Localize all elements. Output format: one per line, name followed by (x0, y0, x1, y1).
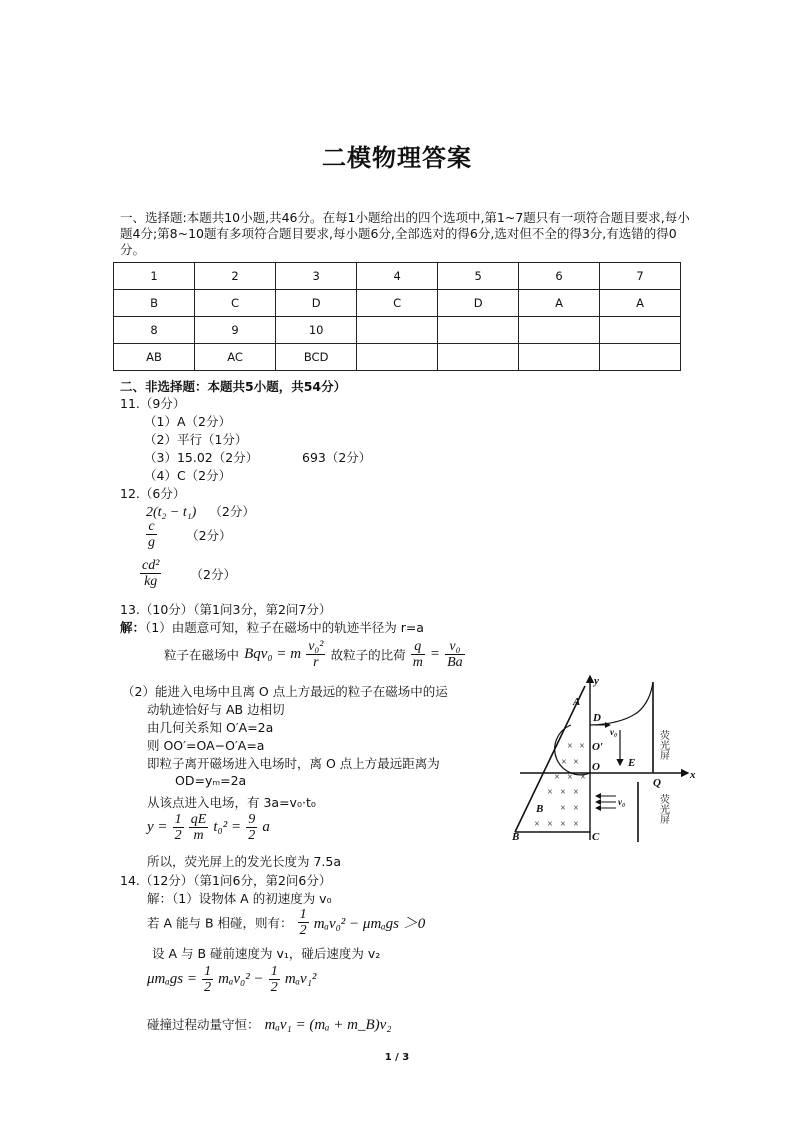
table-cell: A (600, 290, 681, 317)
table-row (114, 344, 681, 371)
field-mark: × (573, 819, 579, 830)
q14-momentum-eq (147, 1014, 392, 1034)
q14-energy-fraction-1 (202, 964, 213, 995)
q12-answer-3 (140, 558, 236, 589)
q14-inequality (147, 907, 425, 938)
table-cell: BCD (276, 344, 357, 371)
field-mark: × (560, 803, 566, 814)
q12-fraction-2 (146, 519, 157, 550)
screen-label-top: 荧光屏 (657, 730, 669, 760)
table-cell: AC (195, 344, 276, 371)
table-cell: C (195, 290, 276, 317)
q12-score-3: （2分） (190, 566, 236, 582)
q14-momentum-expr: mₐv₁ = (mₐ + m_B)v₂ (264, 1017, 392, 1033)
table-row (114, 290, 681, 317)
q14-energy-mid: mₐv₀² − (218, 971, 264, 987)
answer-table (113, 262, 681, 371)
q13-ratio-fraction (411, 639, 425, 670)
q14-ineq-prefix: 若 A 能与 B 相碰，则有： (147, 915, 293, 931)
q13-eq2-y: y = (147, 819, 168, 835)
q13-result-fraction (445, 639, 465, 670)
q13-eq2-fraction-2 (189, 812, 209, 843)
label-c: C (592, 831, 600, 843)
table-cell: 3 (276, 263, 357, 290)
label-y: y (594, 675, 599, 687)
q11-answer-3b: 693（2分） (302, 450, 372, 465)
fraction-numerator: cd² (142, 558, 160, 573)
q14-energy-fraction-2 (269, 964, 280, 995)
label-a: A (573, 696, 581, 708)
q13-part2-line7: 从该点进入电场，有 3a=v₀·t₀ (147, 795, 316, 810)
table-cell: 9 (195, 317, 276, 344)
fraction-numerator: c (146, 519, 157, 535)
q13-part2-line4: 则 OO′=OA−O′A=a (147, 738, 265, 753)
label-x: x (690, 769, 696, 781)
fraction-numerator: v₀ (445, 639, 465, 655)
q14-energy-lhs: μmₐgs = (147, 971, 197, 987)
q12-expr-1: 2(t₂ − t₁) (146, 505, 197, 520)
table-cell: A (519, 290, 600, 317)
table-cell (600, 317, 681, 344)
q14-line1: 解：（1）设物体 A 的初速度为 v₀ (147, 891, 332, 906)
q13-part2-line3: 由几何关系知 O′A=2a (147, 720, 274, 735)
q13-eq2-fraction-1 (173, 812, 184, 843)
q13-part1: （1）由题意可知，粒子在磁场中的轨迹半径为 r=a (145, 620, 424, 635)
q12-score-1: （2分） (209, 504, 255, 519)
q12-fraction-3 (140, 558, 161, 589)
fraction-denominator: kg (144, 574, 158, 589)
table-cell: 7 (600, 263, 681, 290)
q14-ineq-fraction (298, 907, 309, 938)
q12-answer-1 (146, 501, 255, 521)
field-mark: × (573, 787, 579, 798)
label-e: E (628, 757, 636, 769)
table-cell: 8 (114, 317, 195, 344)
field-mark: × (547, 787, 553, 798)
q14-energy-end: mₐv₁² (284, 971, 317, 987)
table-row (114, 263, 681, 290)
table-cell (519, 344, 600, 371)
table-cell (600, 344, 681, 371)
table-cell: 2 (195, 263, 276, 290)
q13-part2-line5: 即粒子离开磁场进入电场时，离 O 点上方最远距离为 (147, 756, 440, 771)
fraction-numerator: 1 (270, 964, 278, 979)
q12-score-2: （2分） (186, 527, 232, 543)
q11-answer-1: （1）A（2分） (144, 414, 231, 429)
q11-header: 11.（9分） (120, 396, 186, 411)
table-cell (438, 344, 519, 371)
fraction-denominator: m (193, 828, 204, 843)
q13-eq2-t: t₀² = (213, 819, 242, 835)
page-title: 二模物理答案 (322, 144, 472, 172)
q13-eq1-mid: 故粒子的比荷 (330, 647, 406, 663)
field-mark: × (567, 741, 573, 752)
q14-line3: 设 A 与 B 碰前速度为 v₁，碰后速度为 v₂ (152, 946, 381, 961)
fraction-numerator: 1 (204, 964, 212, 979)
section1-instructions: 一、选择题:本题共10小题,共46分。在每1小题给出的四个选项中,第1~7题只有一项符合题目要求,每小题4分;第8~10题有多项符合题目要求,每小题6分,全部选对的得6分,选对但不全的得3分,有选错的得0分。 (120, 210, 690, 257)
field-mark: × (573, 803, 579, 814)
section2-heading: 二、非选择题：本题共5小题，共54分） (120, 379, 347, 394)
table-cell (519, 317, 600, 344)
q13-eq2-fraction-3 (246, 812, 257, 843)
page-number: 1 / 3 (384, 1052, 410, 1063)
label-v0-top: v₀ (610, 727, 618, 737)
q14-energy-eq (147, 964, 316, 995)
fraction-denominator: 2 (248, 828, 256, 843)
fraction-denominator: 2 (270, 980, 278, 995)
fraction-numerator: qE (190, 812, 207, 827)
table-cell (357, 317, 438, 344)
table-cell: B (114, 290, 195, 317)
table-cell: D (438, 290, 519, 317)
field-mark: × (560, 787, 566, 798)
table-cell: 6 (519, 263, 600, 290)
fraction-denominator: r (313, 655, 319, 670)
table-cell: D (276, 290, 357, 317)
q14-ineq-expr: mₐv₀² − μmₐgs ＞0 (313, 916, 426, 932)
q13-equation-1 (164, 639, 465, 670)
q11-answer-2: （2）平行（1分） (144, 432, 248, 447)
label-d: D (593, 712, 601, 724)
fraction-denominator: 2 (174, 828, 182, 843)
q13-eq1-fraction (306, 639, 325, 670)
field-mark: × (554, 772, 560, 783)
q13-part2-line6: OD=yₘ=2a (175, 773, 247, 788)
label-b: B (512, 831, 520, 843)
q13-eq1-lhs: Bqv₀ = m (244, 646, 302, 662)
table-cell: 1 (114, 263, 195, 290)
q14-header: 14.（12分）（第1问6分，第2问6分） (120, 873, 332, 888)
label-b-inner: B (536, 803, 544, 815)
table-cell: AB (114, 344, 195, 371)
q12-answer-2 (146, 519, 232, 550)
q13-eq2-a: a (262, 819, 270, 835)
table-cell (357, 344, 438, 371)
q11-answer-4: （4）C（2分） (144, 468, 232, 483)
q13-solution (120, 618, 424, 636)
q12-header: 12.（6分） (120, 486, 186, 501)
q13-header: 13.（10分）（第1问3分，第2问7分） (120, 602, 332, 617)
fraction-denominator: 2 (299, 923, 307, 938)
table-cell: 10 (276, 317, 357, 344)
table-cell: 5 (438, 263, 519, 290)
q13-conclusion: 所以，荧光屏上的发光长度为 7.5a (147, 854, 342, 869)
q13-equation-2 (147, 812, 270, 843)
field-mark: × (534, 819, 540, 830)
label-o: O (592, 761, 600, 773)
screen-label-bottom: 荧光屏 (657, 794, 669, 824)
field-mark: × (580, 772, 586, 783)
q14-momentum-prefix: 碰撞过程动量守恒： (147, 1017, 260, 1032)
q13-part2-line2: 动轨迹恰好与 AB 边相切 (147, 702, 285, 717)
field-mark: × (547, 819, 553, 830)
q13-part2-line1: （2）能进入电场中且离 O 点上方最远的粒子在磁场中的运 (122, 684, 448, 699)
table-cell: 4 (357, 263, 438, 290)
physics-figure (512, 672, 698, 844)
q13-jie-label: 解： (120, 620, 146, 635)
fraction-denominator: g (148, 535, 155, 550)
fraction-numerator: 1 (299, 907, 307, 922)
field-mark: × (579, 741, 585, 752)
table-cell: C (357, 290, 438, 317)
label-o-prime: O′ (592, 741, 604, 753)
fraction-denominator: 2 (204, 980, 212, 995)
table-cell (438, 317, 519, 344)
fraction-numerator: v₀² (308, 639, 324, 654)
fraction-numerator: 1 (174, 812, 182, 827)
q13-eq1-equals: = (429, 646, 441, 662)
table-row (114, 317, 681, 344)
q11-answer-3: （3）15.02（2分） (144, 450, 259, 465)
field-mark: × (573, 757, 579, 768)
field-mark: × (567, 772, 573, 783)
fraction-numerator: 9 (248, 812, 256, 827)
fraction-denominator: m (412, 655, 423, 670)
field-mark: × (560, 819, 566, 830)
q13-eq1-prefix: 粒子在磁场中 (164, 647, 240, 663)
label-v0-bottom: v₀ (618, 797, 626, 807)
fraction-denominator: Ba (447, 655, 463, 670)
fraction-numerator: q (411, 639, 425, 655)
label-q: Q (653, 777, 661, 789)
field-mark: × (561, 757, 567, 768)
